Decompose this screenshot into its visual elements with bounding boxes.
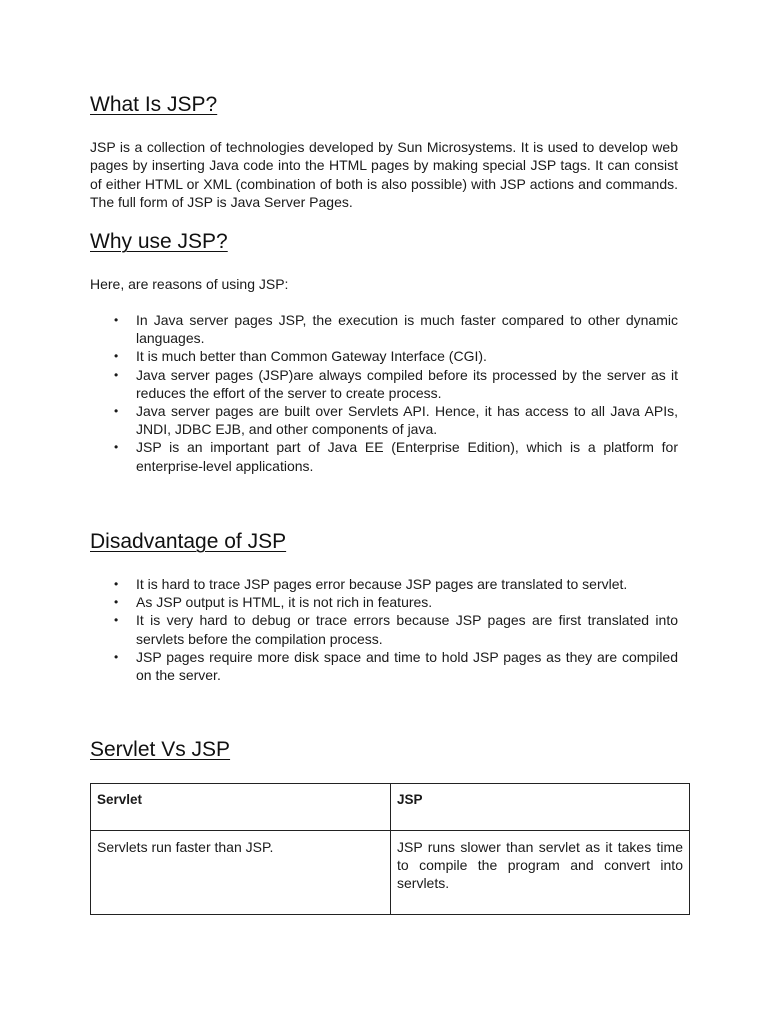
table-header-servlet: Servlet xyxy=(91,784,391,831)
paragraph-what-is-jsp: JSP is a collection of technologies developed by Sun Microsystems. It is used to develop web pages by inserting Java code into the HTML pages by making special JSP tags. It can consist of either HTML or XML (combination of both is also possible) with JSP actions and commands. The full form of JSP is Java Server Pages. xyxy=(90,139,678,211)
list-item: • In Java server pages JSP, the execution is much faster compared to other dynamic languages. xyxy=(114,312,678,347)
bullet-icon: • xyxy=(114,577,119,591)
table-cell-servlet: Servlets run faster than JSP. xyxy=(91,831,391,915)
list-item: • It is hard to trace JSP pages error because JSP pages are translated to servlet. xyxy=(114,576,628,592)
list-item: • Java server pages (JSP)are always compiled before its processed by the server as it reduces the effort of the server to create process. xyxy=(114,366,678,401)
table-header-jsp: JSP xyxy=(391,784,690,831)
bullet-icon: • xyxy=(114,349,119,364)
bullet-icon: • xyxy=(114,613,119,628)
heading-disadvantage-of-jsp: Disadvantage of JSP xyxy=(90,530,287,553)
bullet-icon: • xyxy=(114,440,119,455)
list-item: • JSP pages require more disk space and time to hold JSP pages as they are compiled on the server. xyxy=(114,648,678,684)
comparison-table xyxy=(90,783,690,915)
table-cell-jsp: JSP runs slower than servlet as it takes time to compile the program and convert into servlets. xyxy=(391,831,690,915)
list-why-use xyxy=(90,311,678,475)
paragraph-why-intro: Here, are reasons of using JSP: xyxy=(90,276,289,292)
list-item: • Java server pages are built over Servlets API. Hence, it has access to all Java APIs, JNDI, JDBC EJB, and other components of java. xyxy=(114,403,678,438)
list-disadvantages xyxy=(90,575,678,684)
bullet-icon: • xyxy=(114,649,119,664)
heading-what-is-jsp: What Is JSP? xyxy=(90,93,218,116)
bullet-icon: • xyxy=(114,313,119,327)
list-item: • It is very hard to debug or trace errors because JSP pages are first translated into servlets before the compilation process. xyxy=(114,612,678,647)
heading-servlet-vs-jsp: Servlet Vs JSP xyxy=(90,738,231,761)
bullet-icon: • xyxy=(114,404,119,419)
table-row xyxy=(91,831,690,915)
list-item: • It is much better than Common Gateway Interface (CGI). xyxy=(114,348,487,365)
bullet-icon: • xyxy=(114,367,119,382)
list-item: • JSP is an important part of Java EE (Enterprise Edition), which is a platform for enterprise-level applications. xyxy=(114,439,678,474)
table-header-row xyxy=(91,784,690,831)
list-item: • As JSP output is HTML, it is not rich in features. xyxy=(114,594,433,611)
bullet-icon: • xyxy=(114,595,119,610)
heading-why-use-jsp: Why use JSP? xyxy=(90,230,228,253)
